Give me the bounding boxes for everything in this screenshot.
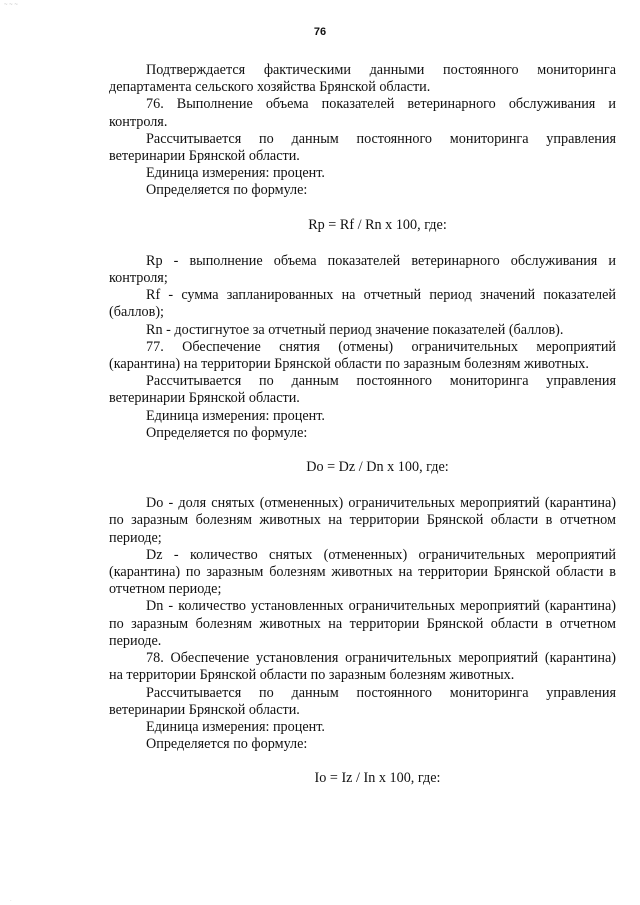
item-76-calculation-source: Рассчитывается по данным постоянного мониторинга управления ветеринарии Брянской области. <box>109 130 616 165</box>
item-77-def-dz: Dz - количество снятых (отмененных) ограничительных мероприятий (карантина) по заразным болезням животных на территории Брянской области в отчетном периоде; <box>109 546 616 598</box>
item-78-formula-intro: Определяется по формуле: <box>146 736 308 753</box>
item-77-heading: 77. Обеспечение снятия (отмены) ограничительных мероприятий (карантина) на территории Брянской области по заразным болезням животных. <box>109 338 616 373</box>
item-76-unit: Единица измерения: процент. <box>146 165 325 182</box>
page-number: 76 <box>313 26 327 38</box>
item-77-calculation-source: Рассчитывается по данным постоянного мониторинга управления ветеринарии Брянской области. <box>109 373 616 407</box>
item-76-def-rf: Rf - сумма запланированных на отчетный период значений показателей (баллов); <box>109 287 616 321</box>
item-78-formula: Io = Iz / In x 100, где: <box>314 770 441 787</box>
item-78-calculation-source: Рассчитывается по данным постоянного мониторинга управления ветеринарии Брянской области. <box>109 684 616 718</box>
item-77-unit: Единица измерения: процент. <box>146 407 325 424</box>
item-76-def-rn: Rn - достигнутое за отчетный период значение показателей (баллов). <box>146 321 564 338</box>
item-77-def-dn: Dn - количество установленных ограничительных мероприятий (карантина) по заразным болезням животных на территории Брянской области в отчетном периоде. <box>109 598 616 649</box>
item-78-heading: 78. Обеспечение установления ограничительных мероприятий (карантина) на территории Брянской области по заразным болезням животных. <box>109 650 616 684</box>
document-body <box>109 62 616 788</box>
item-77-formula: Do = Dz / Dn x 100, где: <box>306 459 449 476</box>
paragraph-confirmation: Подтверждается фактическими данными постоянного мониторинга департамента сельского хозяйства Брянской области. <box>109 62 616 96</box>
item-76-heading: 76. Выполнение объема показателей ветеринарного обслуживания и контроля. <box>109 96 616 130</box>
item-76-formula-intro: Определяется по формуле: <box>146 182 308 199</box>
item-76-formula: Rp = Rf / Rn x 100, где: <box>308 216 447 233</box>
item-77-def-do: Do - доля снятых (отмененных) ограничительных мероприятий (карантина) по заразным болезням животных на территории Брянской области в отчетном периоде; <box>109 495 616 546</box>
item-78-unit: Единица измерения: процент. <box>146 718 325 735</box>
item-76-def-rp: Rp - выполнение объема показателей ветеринарного обслуживания и контроля; <box>109 252 616 287</box>
scan-artifact-top: ~ ~ ~ <box>4 2 18 8</box>
scan-artifact-bottom: . <box>10 897 12 903</box>
item-77-formula-intro: Определяется по формуле: <box>146 424 308 441</box>
